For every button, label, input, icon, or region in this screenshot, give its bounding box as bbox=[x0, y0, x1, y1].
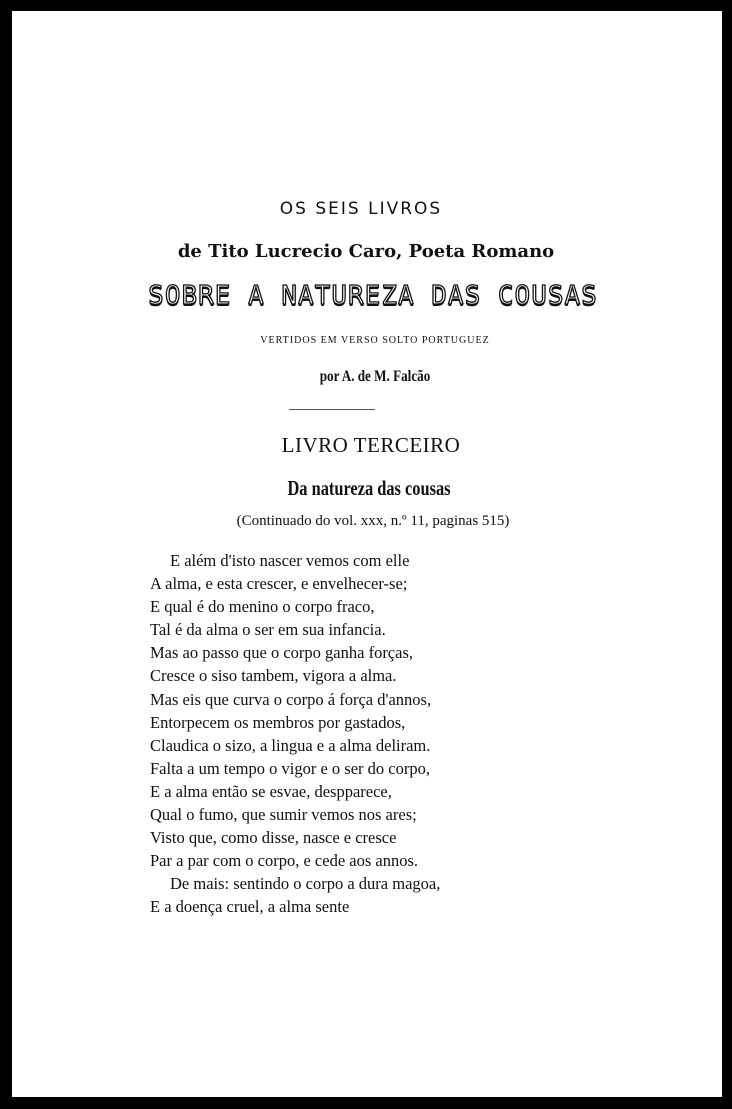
verse-line: Mas ao passo que o corpo ganha forças, bbox=[150, 643, 414, 663]
verse-line: Claudica o sizo, a lingua e a alma deliram. bbox=[150, 735, 431, 755]
verse-block bbox=[150, 549, 550, 919]
verse-line: Par a par com o corpo, e cede aos annos. bbox=[150, 851, 419, 871]
verse-line: A alma, e esta crescer, e envelhecer-se; bbox=[150, 574, 408, 594]
section-divider bbox=[289, 409, 375, 410]
verse-line: Visto que, como disse, nasce e cresce bbox=[150, 828, 397, 848]
verse-line: E a doença cruel, a alma sente bbox=[150, 897, 350, 917]
work-author-line: de Tito Lucrecio Caro, Poeta Romano bbox=[177, 241, 555, 262]
verse-line: E além d'isto nascer vemos com elle bbox=[170, 551, 410, 570]
book-title: LIVRO TERCEIRO bbox=[281, 433, 461, 457]
series-title: OS SEIS LIVROS bbox=[279, 199, 443, 219]
verse-line: Mas eis que curva o corpo á força d'annos, bbox=[150, 689, 432, 709]
verse-line: De mais: sentindo o corpo a dura magoa, bbox=[170, 874, 441, 894]
verse-line: Falta a um tempo o vigor e o ser do corpo, bbox=[150, 758, 430, 778]
verse-line: E qual é do menino o corpo fraco, bbox=[150, 597, 375, 617]
book-subtitle: Da natureza das cousas bbox=[287, 476, 451, 500]
translation-note: VERTIDOS EM VERSO SOLTO PORTUGUEZ bbox=[260, 335, 490, 346]
verse-line: Cresce o siso tambem, vigora a alma. bbox=[150, 666, 397, 686]
work-title: SOBRE A NATUREZA DAS COUSAS bbox=[148, 281, 598, 311]
verse-line: Qual o fumo, que sumir vemos nos ares; bbox=[150, 805, 417, 825]
verse-line: Entorpecem os membros por gastados, bbox=[150, 712, 406, 732]
verse-line: Tal é da alma o ser em sua infancia. bbox=[150, 620, 386, 640]
continuation-note: (Continuado do vol. xxx, n.º 11, paginas 515) bbox=[236, 513, 510, 529]
translator-credit: por A. de M. Falcão bbox=[319, 368, 431, 385]
document-page bbox=[12, 11, 722, 1097]
verse-line: E a alma então se esvae, despparece, bbox=[150, 781, 392, 801]
